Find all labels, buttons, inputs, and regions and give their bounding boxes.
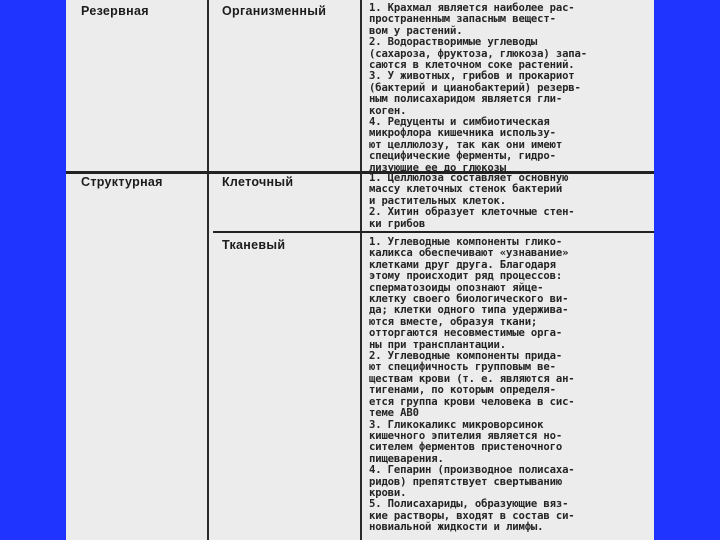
- description-line: кие растворы, входят в состав си-: [369, 509, 575, 522]
- description-line: ются вместе, образуя ткани;: [369, 315, 538, 328]
- description-line: пространенным запасным вещест-: [369, 13, 556, 26]
- description-line: 3. Гликокаликс микроворсинок: [369, 418, 544, 431]
- description-line: 3. У животных, грибов и прокариот: [369, 70, 575, 83]
- description-line: ным полисахаридом является гли-: [369, 93, 563, 106]
- description-line: микрофлора кишечника использу-: [369, 127, 556, 140]
- left-blue-bar: [0, 0, 66, 540]
- right-blue-bar: [654, 0, 720, 540]
- description-line: сителем ферментов пристеночного: [369, 441, 563, 454]
- row-divider-2: [213, 231, 654, 233]
- row-2-function: Структурная: [81, 175, 163, 189]
- description-line: коген.: [369, 104, 407, 117]
- description-line: и растительных клеток.: [369, 194, 507, 207]
- description-line: 1. Целлюлоза составляет основную: [369, 172, 569, 184]
- row-1-description: [369, 3, 653, 174]
- description-line: каликса обеспечивают «узнавание»: [369, 247, 569, 260]
- description-line: ют специфичность групповым ве-: [369, 361, 556, 374]
- description-line: вом у растений.: [369, 24, 463, 37]
- description-line: отторгаются несовместимые орга-: [369, 327, 563, 340]
- description-line: специфические ферменты, гидро-: [369, 150, 556, 163]
- description-line: 1. Крахмал является наиболее рас-: [369, 2, 575, 14]
- description-line: сперматозоиды опознают яйце-: [369, 281, 544, 294]
- description-line: 5. Полисахариды, образующие вяз-: [369, 498, 569, 511]
- description-line: (бактерий и цианобактерий) резерв-: [369, 81, 581, 94]
- description-line: 4. Гепарин (производное полисаха-: [369, 464, 575, 477]
- description-line: массу клеточных стенок бактерий: [369, 183, 563, 196]
- description-line: 2. Водорастворимые углеводы: [369, 36, 538, 49]
- description-line: этому происходит ряд процессов:: [369, 270, 563, 283]
- description-line: ки грибов: [369, 217, 426, 230]
- scanned-table-page: [66, 0, 654, 540]
- description-line: клетками друг друга. Благодаря: [369, 258, 556, 271]
- description-line: пищеварения.: [369, 452, 444, 465]
- description-line: ется группа крови человека в сис-: [369, 395, 575, 408]
- description-line: да; клетки одного типа удержива-: [369, 304, 569, 317]
- description-line: новиальной жидкости и лимфы.: [369, 521, 544, 534]
- row-3-level: Тканевый: [222, 238, 286, 252]
- description-line: (сахароза, фруктоза, глюкоза) запа-: [369, 47, 587, 60]
- description-line: саются в клеточном соке растений.: [369, 59, 575, 72]
- description-line: крови.: [369, 486, 407, 499]
- description-line: ридов) препятствует свертыванию: [369, 475, 563, 488]
- column-divider-level: [360, 0, 362, 540]
- description-line: 2. Углеводные компоненты прида-: [369, 350, 563, 363]
- column-divider-function: [207, 0, 209, 540]
- description-line: кишечного эпителия является но-: [369, 429, 563, 442]
- row-1-level: Организменный: [222, 4, 327, 18]
- description-line: 4. Редуценты и симбиотическая: [369, 116, 550, 129]
- row-1-function: Резервная: [81, 4, 149, 18]
- description-line: клетку своего биологического ви-: [369, 293, 569, 306]
- description-line: 2. Хитин образует клеточные стен-: [369, 206, 575, 219]
- row-3-description: [369, 237, 653, 534]
- description-line: ществам крови (т. е. являются ан-: [369, 372, 575, 385]
- description-line: 1. Углеводные компоненты глико-: [369, 236, 563, 248]
- description-line: теме АВ0: [369, 407, 419, 420]
- description-line: лизующие ее до глюкозы: [369, 161, 507, 174]
- description-line: ны при трансплантации.: [369, 338, 507, 351]
- description-line: ют целлюлозу, так как они имеют: [369, 138, 563, 151]
- row-2-level: Клеточный: [222, 175, 294, 189]
- description-line: тигенами, по которым определя-: [369, 384, 556, 397]
- row-2-description: [369, 173, 653, 230]
